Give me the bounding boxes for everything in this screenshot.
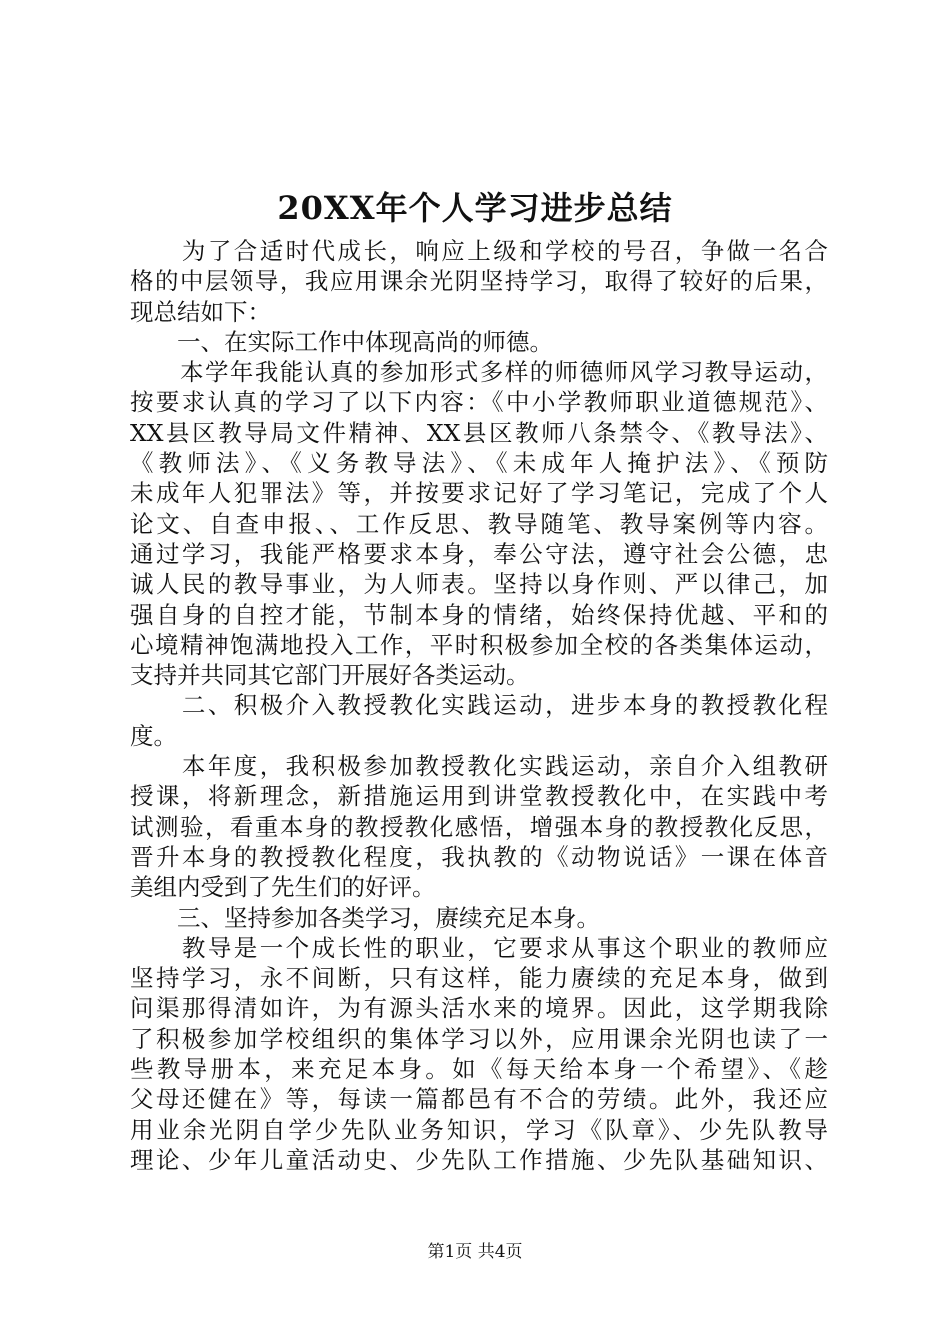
document-body [130, 236, 828, 1175]
body-line: 三、坚持参加各类学习，赓续充足本身。 [130, 903, 600, 932]
body-line: 一、在实际工作中体现高尚的师德。 [130, 327, 553, 356]
body-line: 坚持学习，永不间断，只有这样，能力赓续的充足本身，做到 [130, 964, 828, 993]
body-line: 论文、自查申报、、工作反思、教导随笔、教导案例等内容。 [130, 509, 828, 538]
page-footer: 第1页 共4页 [427, 1242, 523, 1262]
body-line: 了积极参加学校组织的集体学习以外，应用课余光阴也读了一 [130, 1024, 828, 1053]
body-line: 问渠那得清如许，为有源头活水来的境界。因此，这学期我除 [130, 994, 828, 1023]
body-line: 通过学习，我能严格要求本身，奉公守法，遵守社会公德，忠 [130, 539, 828, 568]
body-line: 现总结如下： [130, 297, 271, 326]
body-line: 教导是一个成长性的职业，它要求从事这个职业的教师应 [130, 933, 828, 962]
body-line: 理论、少年儿童活动史、少先队工作措施、少先队基础知识、 [130, 1145, 828, 1174]
body-line: 心境精神饱满地投入工作，平时积极参加全校的各类集体运动， [130, 630, 828, 659]
body-line: 支持并共同其它部门开展好各类运动。 [130, 661, 530, 690]
body-line: 父母还健在》等，每读一篇都邑有不合的劳绩。此外，我还应 [130, 1085, 828, 1114]
body-line: 未成年人犯罪法》等，并按要求记好了学习笔记，完成了个人 [130, 479, 828, 508]
body-line: 用业余光阴自学少先队业务知识，学习《队章》、少先队教导 [130, 1115, 828, 1144]
body-line: 度。 [130, 721, 177, 750]
body-line: 晋升本身的教授教化程度，我执教的《动物说话》一课在体音 [130, 842, 828, 871]
body-line: 本年度，我积极参加教授教化实践运动，亲自介入组教研 [130, 752, 828, 781]
body-line: 《教师法》、《义务教导法》、《未成年人掩护法》、《预防 [130, 449, 828, 478]
body-line: 为了合适时代成长，响应上级和学校的号召，争做一名合 [130, 237, 828, 265]
document-title: 20XX年个人学习进步总结 [277, 189, 673, 227]
body-line: 授课，将新理念，新措施运用到讲堂教授教化中，在实践中考 [130, 782, 828, 811]
body-line: 本学年我能认真的参加形式多样的师德师风学习教导运动， [130, 358, 828, 387]
body-line: 格的中层领导，我应用课余光阴坚持学习，取得了较好的后果， [130, 267, 828, 296]
body-line: 美组内受到了先生们的好评。 [130, 873, 436, 902]
body-line: 试测验，看重本身的教授教化感悟，增强本身的教授教化反思， [130, 812, 828, 841]
body-line: 按要求认真的学习了以下内容：《中小学教师职业道德规范》、 [130, 388, 828, 417]
body-line: 诚人民的教导事业，为人师表。坚持以身作则、严以律己，加 [130, 570, 828, 599]
body-line: 强自身的自控才能，节制本身的情绪，始终保持优越、平和的 [130, 600, 828, 629]
body-line: 些教导册本，来充足本身。如《每天给本身一个希望》、《趁 [130, 1055, 828, 1084]
body-line: XX县区教导局文件精神、XX县区教师八条禁令、《教导法》、 [130, 418, 828, 447]
body-line: 二、积极介入教授教化实践运动，进步本身的教授教化程 [130, 691, 828, 720]
